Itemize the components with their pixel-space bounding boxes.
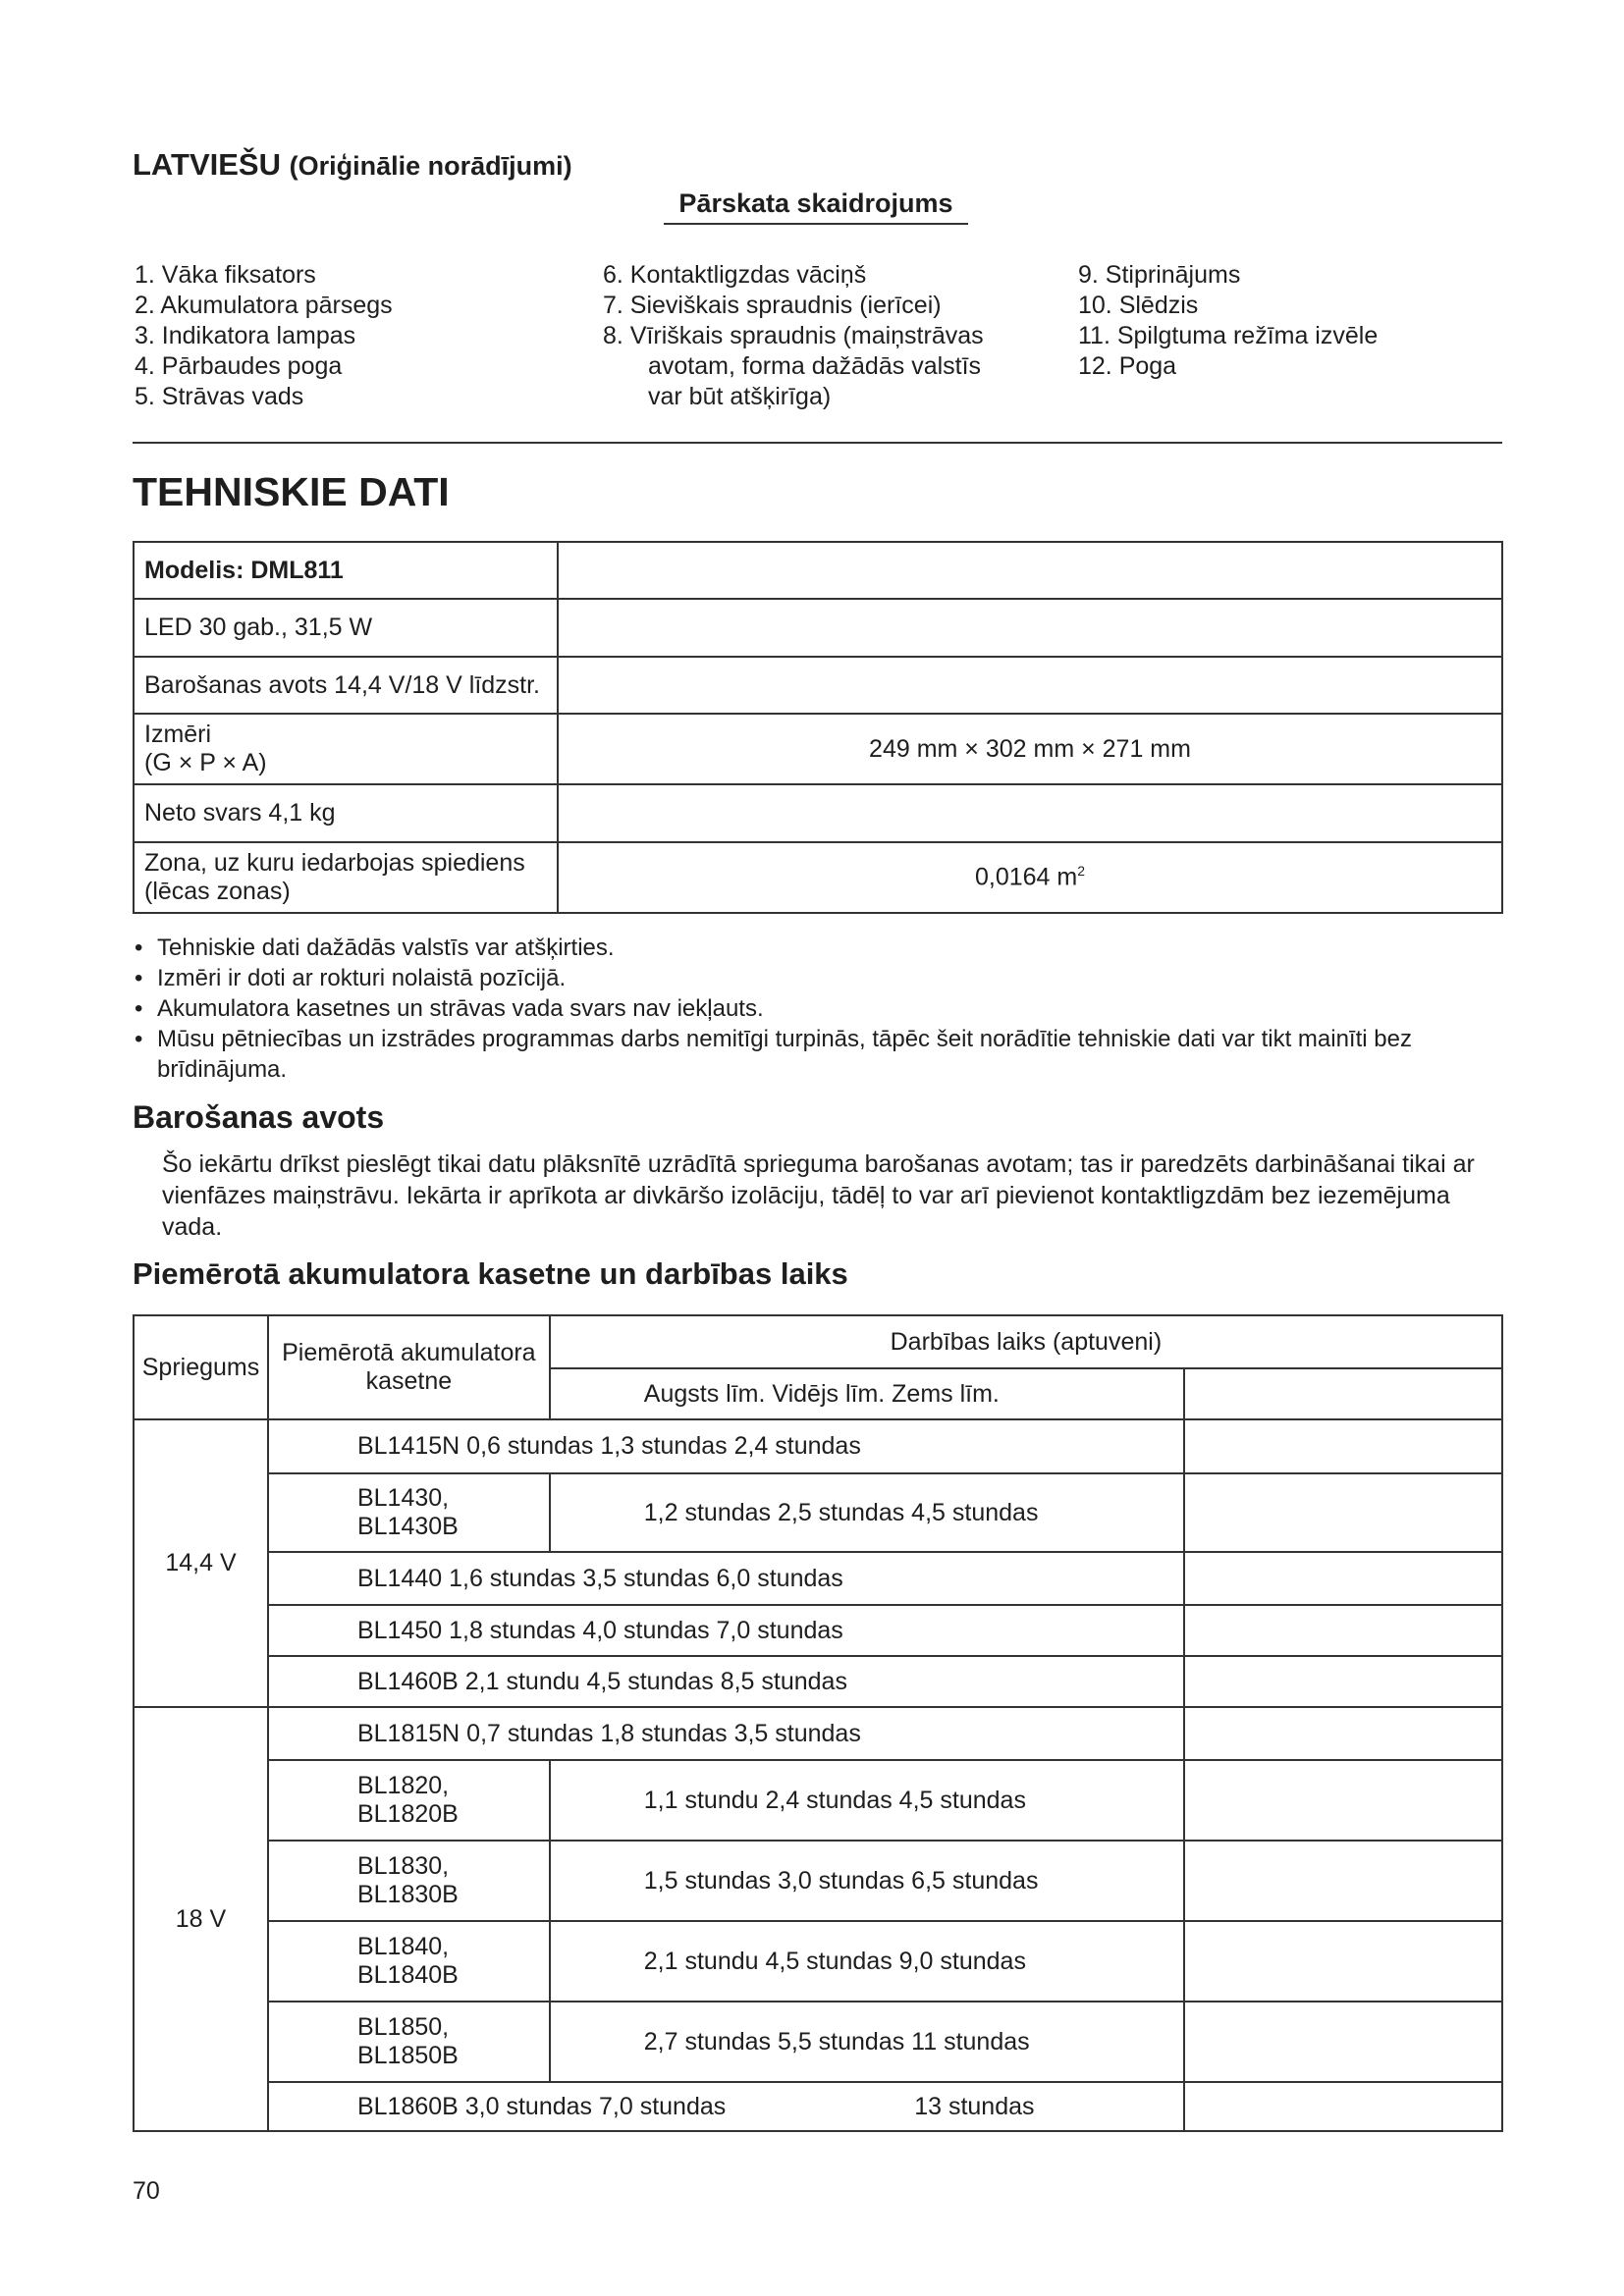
legend-item: var būt atšķirīga) [648,383,832,410]
table-row [134,1656,1502,1707]
battery-row-text: BL1450 1,8 stundas 4,0 stundas 7,0 stundas [268,1605,1184,1656]
overview-title: Pārskata skaidrojums [664,188,968,225]
page-number: 70 [133,2177,160,2205]
battery-model-line: BL1840, [356,1933,450,1960]
spec-label: LED 30 gab., 31,5 W [134,599,558,657]
spec-label [134,714,558,784]
spec-label-line: (G × P × A) [144,749,267,776]
table-row [134,714,1502,784]
legend-item: 6. Kontaktligzdas vāciņš [603,261,867,289]
legend-item: 1. Vāka fiksators [135,261,316,289]
battery-row-text: BL1415N 0,6 stundas 1,3 stundas 2,4 stundas [268,1419,1184,1473]
battery-model-line: BL1830B [356,1881,459,1908]
battery-model [268,1473,550,1552]
voltage-cell: 18 V [134,1707,268,2131]
spec-label: Barošanas avots 14,4 V/18 V līdzstr. [134,657,558,714]
runtime-header: Darbības laiks (aptuveni) [550,1315,1502,1368]
cartridge-header-line: kasetne [365,1367,453,1395]
levels-header: Augsts līm. Vidējs līm. Zems līm. [550,1368,1184,1419]
language-name: LATVIEŠU [133,147,281,182]
spec-notes [133,933,1507,1085]
battery-model-line: BL1820, [356,1772,450,1799]
empty-cell [1184,1921,1502,2002]
voltage-header: Spriegums [134,1315,268,1419]
spec-value-text: 0,0164 m [974,863,1078,891]
battery-model-line: BL1430B [356,1513,459,1540]
battery-times: 1,2 stundas 2,5 stundas 4,5 stundas [550,1473,1184,1552]
legend-item: avotam, forma dažādās valstīs [648,352,982,380]
spec-label-line: (lēcas zonas) [144,878,291,905]
battery-times: 2,1 stundu 4,5 stundas 9,0 stundas [550,1921,1184,2002]
spec-label-line: Zona, uz kuru iedarbojas spiediens [144,849,525,877]
cartridge-header [268,1315,550,1419]
note-item: • Akumulatora kasetnes un strāvas vada svars nav iekļauts. [133,993,1507,1024]
voltage-cell: 14,4 V [134,1419,268,1707]
legend-item: 12. Poga [1078,352,1177,380]
cartridge-header-line: Piemērotā akumulatora [282,1339,536,1366]
table-row [134,842,1502,913]
empty-cell [1184,1419,1502,1473]
empty-cell [1184,1552,1502,1605]
spec-value [558,657,1502,714]
table-row [134,1760,1502,1841]
legend-column-2 [603,260,984,412]
spec-label: Neto svars 4,1 kg [134,784,558,842]
spec-value-superscript: 2 [1077,863,1086,880]
battery-times: 2,7 stundas 5,5 stundas 11 stundas [550,2002,1184,2082]
battery-model-line: BL1820B [356,1800,459,1828]
battery-row-text: BL1460B 2,1 stundu 4,5 stundas 8,5 stundas [268,1656,1184,1707]
specs-title: TEHNISKIE DATI [133,469,450,514]
battery-title: Piemērotā akumulatora kasetne un darbības laiks [133,1256,848,1291]
legend-item: 2. Akumulatora pārsegs [135,292,393,319]
table-row [134,1473,1502,1552]
spec-value [558,599,1502,657]
legend-item: 5. Strāvas vads [135,383,304,410]
table-row [134,542,1502,599]
table-row [134,1605,1502,1656]
spec-value [558,542,1502,599]
specs-table [133,541,1503,914]
table-row [134,1841,1502,1921]
empty-cell [1184,1841,1502,1921]
empty-cell [1184,1605,1502,1656]
empty-cell [1184,1473,1502,1552]
battery-row-text: BL1815N 0,7 stundas 1,8 stundas 3,5 stundas [268,1707,1184,1760]
legend-item: 4. Pārbaudes poga [135,352,343,380]
battery-row-text [268,2082,1184,2131]
battery-times: 1,1 stundu 2,4 stundas 4,5 stundas [550,1760,1184,1841]
power-text: Šo iekārtu drīkst pieslēgt tikai datu plāksnītē uzrādītā sprieguma barošanas avotam; tas ir paredzēts darbināšanai tikai ar vienfāzes maiņstrāvu. Iekārta ir aprīkota ar divkāršo izolāciju, tādēļ to var arī pievienot kontaktligzdām bez iezemējuma vada. [162,1150,1475,1241]
battery-row-text: BL1440 1,6 stundas 3,5 stundas 6,0 stundas [268,1552,1184,1605]
legend-column-3 [1078,260,1378,382]
empty-cell [1184,1368,1502,1419]
section-divider [133,442,1502,444]
battery-model-line: BL1850, [356,2013,450,2041]
empty-cell [1184,1656,1502,1707]
spec-value [558,784,1502,842]
spec-value: 249 mm × 302 mm × 271 mm [558,714,1502,784]
battery-row-main: BL1860B 3,0 stundas 7,0 stundas [356,2092,727,2120]
table-row [134,599,1502,657]
note-item: • Mūsu pētniecības un izstrādes programmas darbs nemitīgi turpinās, tāpēc šeit norādītie tehniskie dati var tikt mainīti bez brīdinājuma. [133,1024,1507,1085]
table-row [134,1707,1502,1760]
table-row [134,1419,1502,1473]
spec-label-line: Izmēri [144,721,212,748]
spec-label [134,842,558,913]
table-row [134,1921,1502,2002]
battery-model [268,1921,550,2002]
battery-model-line: BL1830, [356,1852,450,1880]
legend-item: 9. Stiprinājums [1078,261,1241,289]
battery-row-extra: 13 stundas [914,2092,1035,2120]
note-item: • Tehniskie dati dažādās valstīs var atšķirties. [133,933,1507,963]
legend-item: 7. Sieviškais spraudnis (ierīcei) [603,292,942,319]
legend-item: 8. Vīriškais spraudnis (maiņstrāvas [603,322,984,349]
table-row [134,1552,1502,1605]
language-title [133,147,572,183]
battery-model-line: BL1850B [356,2042,459,2069]
language-note: (Oriģinālie norādījumi) [289,151,572,181]
spec-value [558,842,1502,913]
table-header-row [134,1315,1502,1368]
battery-times: 1,5 stundas 3,0 stundas 6,5 stundas [550,1841,1184,1921]
battery-model [268,2002,550,2082]
battery-model [268,1760,550,1841]
note-item: • Izmēri ir doti ar rokturi nolaistā pozīcijā. [133,963,1507,993]
legend-item: 11. Spilgtuma režīma izvēle [1078,322,1379,349]
table-row [134,2002,1502,2082]
table-row [134,657,1502,714]
battery-table [133,1314,1503,2132]
battery-model-line: BL1430, [356,1484,450,1512]
table-row [134,784,1502,842]
legend-column-1 [135,260,393,412]
empty-cell [1184,2002,1502,2082]
spec-label: Modelis: DML811 [134,542,558,599]
battery-model-line: BL1840B [356,1961,459,1989]
empty-cell [1184,1760,1502,1841]
legend-item: 10. Slēdzis [1078,292,1199,319]
power-title: Barošanas avots [133,1099,385,1135]
legend-item: 3. Indikatora lampas [135,322,356,349]
battery-model [268,1841,550,1921]
empty-cell [1184,2082,1502,2131]
empty-cell [1184,1707,1502,1760]
table-row [134,2082,1502,2131]
